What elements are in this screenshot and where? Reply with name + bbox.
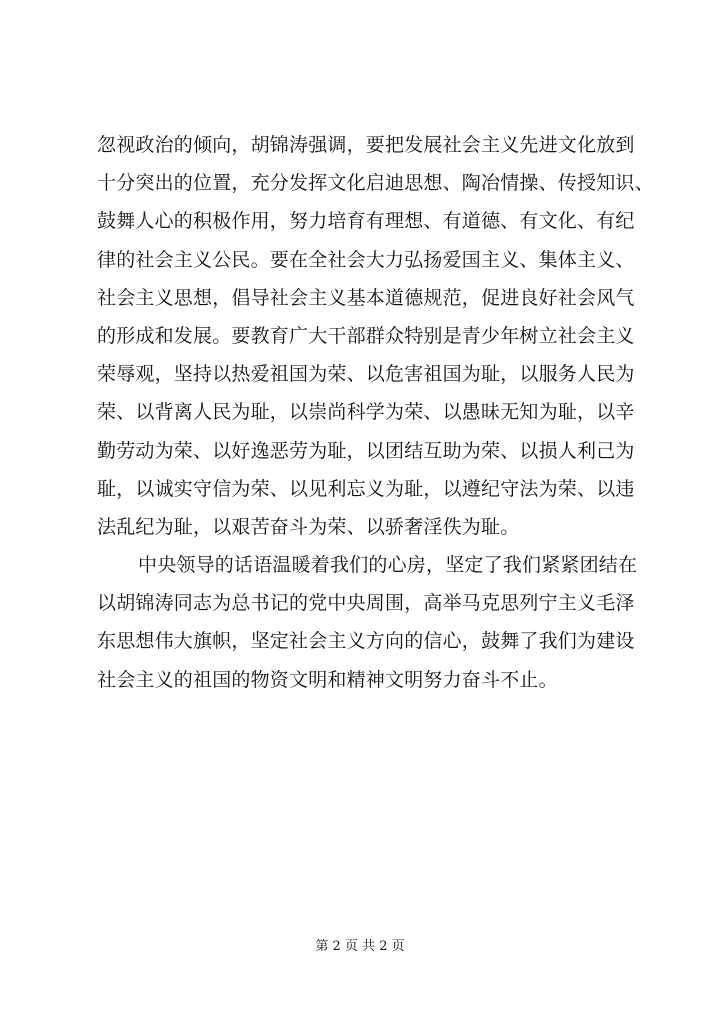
paragraph-line: 荣、以背离人民为耻，以崇尚科学为荣、以愚昧无知为耻，以辛 bbox=[97, 401, 635, 424]
paragraph-1 bbox=[97, 126, 657, 546]
paragraph-line: 十分突出的位置，充分发挥文化启迪思想、陶冶情操、传授知识、 bbox=[97, 172, 654, 195]
paragraph-line: 的形成和发展。要教育广大干部群众特别是青少年树立社会主义 bbox=[97, 324, 635, 347]
paragraph-line: 法乱纪为耻，以艰苦奋斗为荣、以骄奢淫佚为耻。 bbox=[97, 515, 520, 538]
paragraph-2 bbox=[97, 546, 657, 699]
paragraph-line: 东思想伟大旗帜，坚定社会主义方向的信心，鼓舞了我们为建设 bbox=[97, 630, 635, 653]
page-number-footer: 第 2 页 共 2 页 bbox=[315, 939, 405, 954]
paragraph-line: 律的社会主义公民。要在全社会大力弘扬爱国主义、集体主义、 bbox=[97, 248, 635, 271]
paragraph-line: 勤劳动为荣、以好逸恶劳为耻，以团结互助为荣、以损人利己为 bbox=[97, 439, 635, 462]
paragraph-line: 中央领导的话语温暖着我们的心房，坚定了我们紧紧团结在 bbox=[138, 554, 638, 577]
paragraph-line: 鼓舞人心的积极作用，努力培育有理想、有道德、有文化、有纪 bbox=[97, 210, 635, 233]
paragraph-line: 社会主义思想，倡导社会主义基本道德规范，促进良好社会风气 bbox=[97, 286, 635, 309]
paragraph-line: 荣辱观，坚持以热爱祖国为荣、以危害祖国为耻，以服务人民为 bbox=[97, 363, 635, 386]
paragraph-line: 以胡锦涛同志为总书记的党中央周围，高举马克思列宁主义毛泽 bbox=[97, 592, 635, 615]
paragraph-line: 忽视政治的倾向，胡锦涛强调，要把发展社会主义先进文化放到 bbox=[97, 134, 635, 156]
body-text bbox=[97, 126, 657, 699]
paragraph-line: 社会主义的祖国的物资文明和精神文明努力奋斗不止。 bbox=[97, 668, 558, 691]
paragraph-line: 耻，以诚实守信为荣、以见利忘义为耻，以遵纪守法为荣、以违 bbox=[97, 477, 635, 500]
